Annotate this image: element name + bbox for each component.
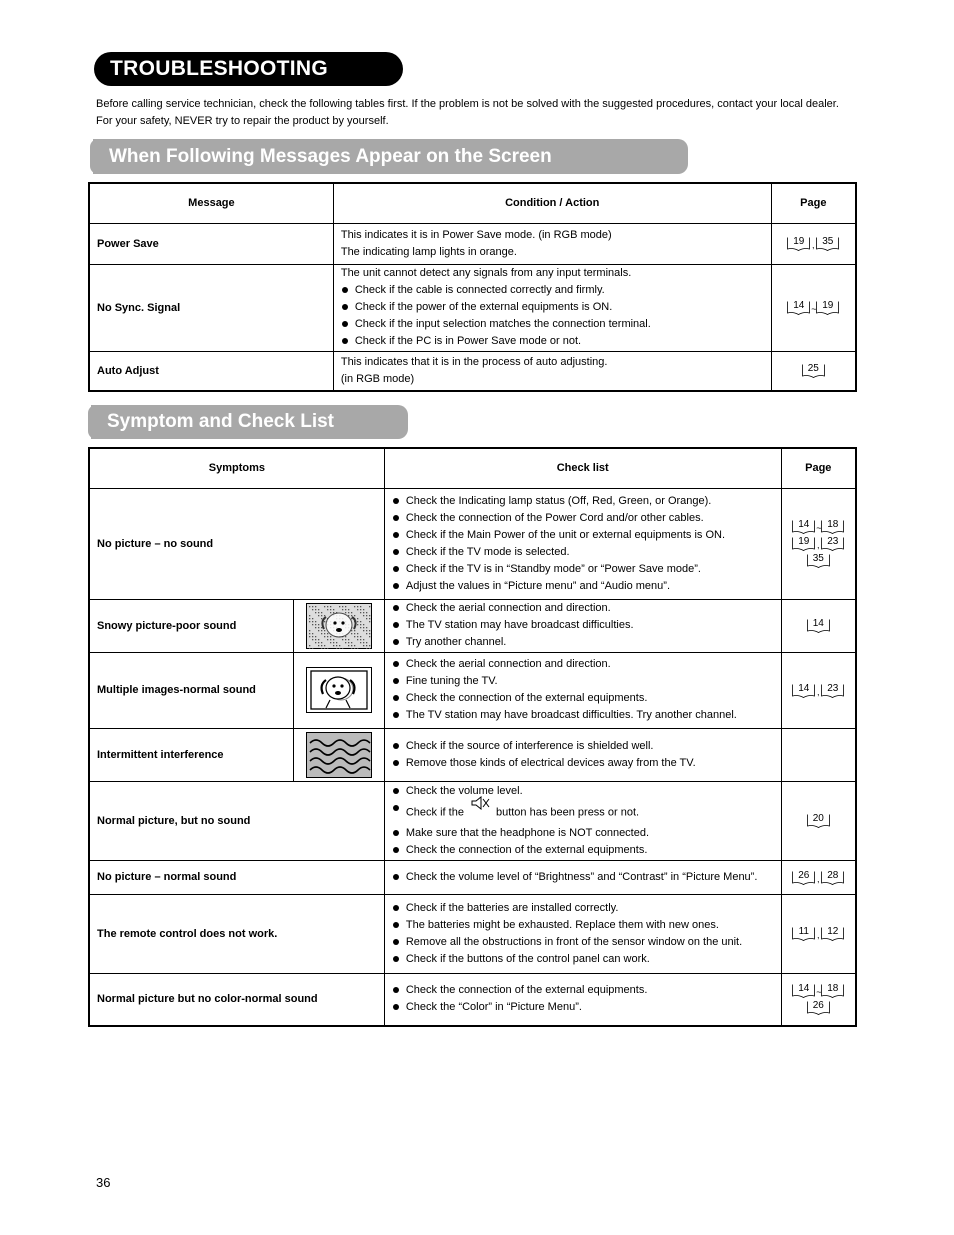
table-row: [89, 894, 856, 973]
page-reference-book-icon: [821, 537, 844, 550]
page-reference-separator: ,: [817, 873, 820, 884]
page-reference-number: 25: [807, 363, 819, 375]
page-reference-separator: ~: [816, 523, 822, 533]
message-name: No Sync. Signal: [89, 264, 333, 351]
page-reference-number: 14: [798, 519, 810, 530]
condition-cell: [333, 351, 771, 391]
section-heading-messages: When Following Messages Appear on the Screen: [93, 139, 688, 174]
bullet-item: Check the volume level of “Brightness” and “Contrast” in “Picture Menu”.: [392, 869, 774, 886]
bullet-item: Check the “Color” in “Picture Menu”.: [392, 999, 774, 1016]
checklist-cell: [384, 728, 781, 781]
page-reference-separator: ,: [817, 540, 820, 550]
page-reference-group: [772, 301, 855, 314]
bullet-item: Fine tuning the TV.: [392, 673, 774, 690]
symptom-name: The remote control does not work.: [89, 894, 384, 973]
column-header-page: Page: [771, 183, 856, 223]
page-reference-book-icon: [802, 364, 825, 377]
page-cell: [771, 351, 856, 391]
condition-text: This indicates it is in Power Save mode. (in RGB mode): [340, 228, 612, 241]
column-header-symptoms: Symptoms: [89, 448, 384, 488]
checklist-cell: [384, 652, 781, 728]
bullet-item: The batteries might be exhausted. Replace them with new ones.: [392, 917, 774, 934]
page-cell: [781, 652, 856, 728]
bullet-item: Check the Indicating lamp status (Off, Red, Green, or Orange).: [392, 493, 774, 510]
table-row: [89, 973, 856, 1026]
bullet-item: Check the connection of the external equipments.: [392, 842, 774, 859]
page-reference-number: 19: [798, 536, 810, 547]
table-row: [89, 652, 856, 728]
symptom-name: No picture – normal sound: [89, 860, 384, 894]
page-reference-book-icon: [807, 554, 830, 567]
bullet-item: Remove all the obstructions in front of the sensor window on the unit.: [392, 934, 774, 951]
ghost-image-thumbnail: [293, 652, 384, 728]
page-reference-book-icon: [792, 984, 815, 997]
page-reference-book-icon: [792, 537, 815, 550]
page-reference-book-icon: [821, 684, 844, 697]
page-number: 36: [96, 1175, 111, 1190]
page-reference-number: 19: [822, 300, 834, 311]
bullet-item: Check the connection of the external equipments.: [392, 982, 774, 999]
page-reference-number: 14: [793, 300, 805, 311]
bullet-item: Check if the TV mode is selected.: [392, 544, 774, 561]
column-header-condition: Condition / Action: [333, 183, 771, 223]
page-reference-group: [782, 619, 855, 632]
checklist-cell: [384, 860, 781, 894]
bullet-item: Remove those kinds of electrical devices away from the TV.: [392, 755, 774, 772]
page-reference-separator: ~: [816, 987, 822, 998]
page-reference-number: 35: [812, 553, 824, 564]
symptom-name: Multiple images-normal sound: [89, 652, 293, 728]
page-reference-book-icon: [821, 871, 844, 884]
mute-icon: [470, 796, 490, 821]
page-reference-number: 18: [827, 519, 839, 530]
message-name: Power Save: [89, 223, 333, 264]
page-reference-number: 18: [827, 983, 839, 995]
page-reference-book-icon: [792, 520, 815, 533]
page-reference-number: 23: [827, 536, 839, 547]
page-reference-book-icon: [821, 984, 844, 997]
condition-cell: [333, 264, 771, 351]
page-reference-separator: ,: [817, 686, 820, 697]
page-reference-number: 14: [812, 618, 824, 629]
symptom-table: [88, 447, 857, 1027]
interference-thumbnail: [293, 728, 384, 781]
bullet-item: [392, 800, 774, 825]
table-row: [89, 488, 856, 599]
page-reference-book-icon: [792, 927, 815, 940]
intro-text: Before calling service technician, check the following tables first. If the problem is not be solved with the suggested procedures, contact your local dealer. For your safety, NEVER try to repair the product by yourself.: [96, 98, 839, 127]
page-reference-book-icon: [821, 520, 844, 533]
symptom-name: Normal picture but no color-normal sound: [89, 973, 384, 1026]
bullet-item: Adjust the values in “Picture menu” and “Audio menu”.: [392, 578, 774, 595]
page-reference-group: [772, 237, 855, 250]
checklist-cell: [384, 781, 781, 860]
page-cell: [781, 599, 856, 652]
column-header-page: Page: [781, 448, 856, 488]
page-reference-number: 19: [793, 236, 805, 247]
page-cell: [771, 264, 856, 351]
condition-text: This indicates that it is in the process of auto adjusting.: [340, 355, 608, 368]
bullet-item: Check if the source of interference is shielded well.: [392, 738, 774, 755]
symptom-name: Snowy picture-poor sound: [89, 599, 293, 652]
page-reference-book-icon: [792, 871, 815, 884]
page-reference-group: [782, 814, 855, 827]
table-row: [89, 599, 856, 652]
page-title: TROUBLESHOOTING: [94, 52, 403, 86]
page-reference-group: [782, 1001, 855, 1014]
table-row: [89, 351, 856, 391]
page-reference-number: 35: [822, 236, 834, 247]
bullet-item: Check the aerial connection and direction.: [392, 600, 774, 617]
column-header-message: Message: [89, 183, 333, 223]
condition-text: (in RGB mode): [340, 372, 415, 385]
page-reference-book-icon: [792, 684, 815, 697]
page-reference-group: [782, 520, 855, 533]
messages-table: [88, 182, 857, 392]
page-reference-separator: ,: [812, 240, 815, 250]
bullet-item: Check if the PC is in Power Save mode or not.: [341, 333, 764, 350]
snowy-picture-thumbnail: [293, 599, 384, 652]
table-row: [89, 781, 856, 860]
page-reference-group: [782, 984, 855, 997]
bullet-item: Check if the batteries are installed correctly.: [392, 900, 774, 917]
page-reference-number: 12: [827, 926, 839, 937]
page-reference-group: [782, 927, 855, 940]
bullet-text-before-icon: Check if the: [405, 805, 464, 818]
page-reference-number: 26: [812, 1000, 824, 1012]
section-heading-symptoms: Symptom and Check List: [91, 405, 408, 439]
condition-cell: [333, 223, 771, 264]
page-reference-book-icon: [807, 814, 830, 827]
page-cell: [781, 973, 856, 1026]
bullet-item: Check the aerial connection and direction.: [392, 656, 774, 673]
bullet-item: Try another channel.: [392, 634, 774, 651]
bullet-item: Check the volume level.: [392, 783, 774, 800]
page-cell: [781, 488, 856, 599]
symptom-name: Normal picture, but no sound: [89, 781, 384, 860]
page-reference-separator: ~: [811, 304, 817, 314]
page-cell: [781, 894, 856, 973]
page-reference-number: 28: [827, 869, 839, 881]
bullet-text-after-icon: button has been press or not.: [495, 805, 640, 818]
condition-text: The indicating lamp lights in orange.: [340, 245, 517, 258]
page-reference-group: [782, 684, 855, 697]
page-cell: [781, 728, 856, 781]
page-reference-group: [772, 364, 855, 377]
bullet-item: Check the connection of the Power Cord and/or other cables.: [392, 510, 774, 527]
bullet-item: Check if the cable is connected correctly and firmly.: [341, 282, 764, 299]
page-cell: [781, 781, 856, 860]
symptom-name: No picture – no sound: [89, 488, 384, 599]
page-cell: [771, 223, 856, 264]
bullet-item: Check if the buttons of the control panel can work.: [392, 951, 774, 968]
checklist-cell: [384, 599, 781, 652]
page-reference-book-icon: [787, 237, 810, 250]
bullet-item: Check if the input selection matches the connection terminal.: [341, 316, 764, 333]
bullet-item: Make sure that the headphone is NOT connected.: [392, 825, 774, 842]
page-reference-book-icon: [816, 237, 839, 250]
symptom-name: Intermittent interference: [89, 728, 293, 781]
page-reference-book-icon: [816, 301, 839, 314]
bullet-item: Check if the power of the external equipments is ON.: [341, 299, 764, 316]
page-reference-group: [782, 871, 855, 884]
checklist-cell: [384, 973, 781, 1026]
table-row: [89, 264, 856, 351]
page-reference-group: [782, 554, 855, 567]
checklist-cell: [384, 488, 781, 599]
message-name: Auto Adjust: [89, 351, 333, 391]
bullet-item: Check if the TV is in “Standby mode” or “Power Save mode”.: [392, 561, 774, 578]
table-row: [89, 728, 856, 781]
page-reference-number: 14: [798, 983, 810, 995]
bullet-item: Check the connection of the external equipments.: [392, 690, 774, 707]
page-reference-book-icon: [807, 1001, 830, 1014]
bullet-item: The TV station may have broadcast difficulties.: [392, 617, 774, 634]
page-reference-number: 14: [798, 682, 810, 694]
page-reference-number: 20: [812, 813, 824, 824]
page-reference-book-icon: [821, 927, 844, 940]
bullet-item: The TV station may have broadcast difficulties. Try another channel.: [392, 707, 774, 724]
page-reference-number: 11: [798, 926, 809, 937]
checklist-cell: [384, 894, 781, 973]
table-row: [89, 860, 856, 894]
page-reference-number: 26: [798, 869, 810, 881]
page-reference-book-icon: [807, 619, 830, 632]
page-reference-group: [782, 537, 855, 550]
page-reference-book-icon: [787, 301, 810, 314]
bullet-item: Check if the Main Power of the unit or external equipments is ON.: [392, 527, 774, 544]
page-cell: [781, 860, 856, 894]
page-reference-separator: ,: [817, 930, 820, 940]
table-row: [89, 223, 856, 264]
page-reference-number: 23: [827, 682, 839, 694]
column-header-checklist: Check list: [384, 448, 781, 488]
condition-text: The unit cannot detect any signals from any input terminals.: [340, 267, 632, 279]
